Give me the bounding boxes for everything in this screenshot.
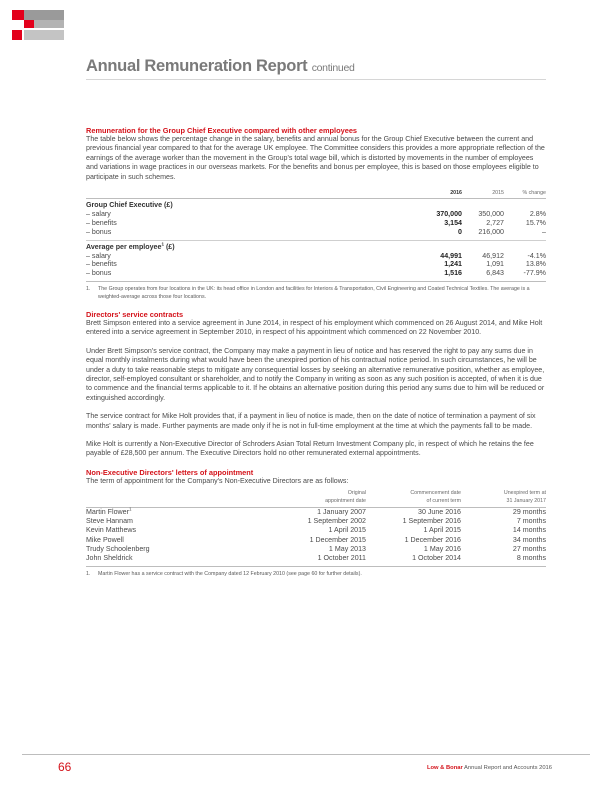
ned-section-heading: Non-Executive Directors' letters of appointment [86, 467, 254, 477]
value-2016: 1,516 [444, 269, 462, 278]
table-row [86, 210, 546, 219]
table-group-row [86, 199, 546, 210]
ned-table-footnote [86, 571, 546, 578]
table-header-row [86, 490, 546, 507]
director-name: Mike Powell [86, 535, 124, 544]
unexpired-term: 34 months [512, 535, 546, 544]
table-row [86, 526, 546, 535]
row-label: – benefits [86, 260, 117, 269]
page-title [86, 57, 355, 76]
value-change: – [542, 227, 546, 236]
footer-publication [427, 765, 552, 771]
contracts-paragraph-2: Under Brett Simpson's service contract, the Company may make a payment in lieu of notice and has reserved the right to pay any sums due in equal monthly instalments during what would have been the unexpired portion of his contractual notice period. In such circumstances, he will be under a duty to take reasonable steps to mitigate any consequential losses by seeking an alternative remunerative position, whether as employee, director, self-employed consultant or shareholder, and to notify the Company in writing as soon as any such position is accepted, of when it is due to commence and the financial terms applicable to it. If he obtains an alternative position during this period any sums due to him will be reduced or extinguished accordingly. [86, 346, 545, 402]
table-row [86, 269, 546, 278]
col-2016-header: 2016 [450, 190, 462, 197]
ned-appointments-table [86, 490, 546, 567]
commencement-date: 1 September 2016 [402, 517, 461, 526]
value-2015: 350,000 [478, 209, 504, 218]
unexpired-term: 14 months [512, 526, 546, 535]
ned-intro: The term of appointment for the Company's Non-Executive Directors are as follows: [86, 476, 349, 485]
value-2015: 216,000 [478, 227, 504, 236]
footer-report-title: Annual Report and Accounts 2016 [462, 765, 552, 771]
original-date: 1 September 2002 [307, 517, 366, 526]
row-label: – salary [86, 251, 111, 260]
row-label: – bonus [86, 227, 112, 236]
commencement-date: 1 April 2015 [423, 526, 461, 535]
commencement-date: 1 May 2016 [423, 544, 461, 553]
director-name: Trudy Schoolenberg [86, 544, 150, 553]
value-2016: 0 [458, 227, 462, 236]
col-change-header: % change [522, 190, 546, 197]
commencement-date: 1 December 2016 [404, 535, 461, 544]
table-row [86, 228, 546, 237]
table-row [86, 219, 546, 228]
value-2015: 46,912 [482, 251, 504, 260]
original-date: 1 April 2015 [328, 526, 366, 535]
ceo-table-footnote [86, 286, 546, 301]
director-name: Martin Flower$^1$ [86, 507, 216, 517]
director-name: Kevin Matthews [86, 526, 137, 535]
table-end-rule [86, 563, 546, 567]
table-end-rule [86, 278, 546, 282]
unexpired-term: 7 months [516, 517, 546, 526]
footnote-number: 1. [86, 571, 91, 578]
original-date: 1 December 2015 [309, 535, 366, 544]
original-date: 1 October 2011 [317, 553, 366, 562]
ceo-comparison-table [86, 189, 546, 282]
unexpired-term: 8 months [516, 553, 546, 562]
value-2015: 2,727 [486, 218, 504, 227]
main-content [86, 126, 546, 578]
contracts-paragraph-4: Mike Holt is currently a Non-Executive Director of Schroders Asian Total Return Investment Company plc, in respect of which he retains the fee payable of £28,500 per annum. The Executive Directors hold no other remunerated external appointments. [86, 439, 534, 458]
ceo-section-body: The table below shows the percentage change in the salary, benefits and annual bonus for the Group Chief Executive between the current and previous financial year compared to that for the average UK employee. The Committee considers this provides a more appropriate reflection of the earnings of the average worker than the movement in the Group's total wage bill, which is distorted by movements in the number of employees and variations in wage practices in our overseas markets. For the benefits and bonus per employee, this is based on those employees eligible to participate in such schemes. [86, 135, 545, 181]
page-title-continued: continued [311, 62, 355, 74]
value-change: -77.9% [523, 269, 546, 278]
table-row [86, 545, 546, 554]
company-logo [12, 10, 64, 52]
col-commencement-header: Commencement date of current term [410, 490, 461, 504]
group-label-ceo: Group Chief Executive (£) [86, 199, 546, 210]
value-2016: 370,000 [436, 209, 462, 218]
table-row [86, 554, 546, 563]
footnote-text: The Group operates from four locations in the UK: its head office in London and facilities for Interiors & Transportation, Civil Engineering and Coated Technical Textiles. The average is a weighted-average across those four locations. [98, 286, 530, 300]
footnote-number: 1. [86, 286, 91, 293]
value-2016: 1,241 [444, 260, 462, 269]
contracts-paragraph-1: Brett Simpson entered into a service agreement in June 2014, in respect of his employment which commenced on 26 August 2014, and Mike Holt entered into a service agreement in September 2010, in respect of his appointment which commenced on 22 November 2010. [86, 318, 543, 337]
table-row [86, 260, 546, 269]
table-row [86, 536, 546, 545]
director-name: John Sheldrick [86, 553, 133, 562]
original-date: 1 May 2013 [328, 544, 366, 553]
page-title-main: Annual Remuneration Report [86, 57, 308, 75]
value-2016: 3,154 [444, 218, 462, 227]
value-change: 15.7% [525, 218, 546, 227]
unexpired-term: 29 months [461, 507, 546, 517]
value-change: -4.1% [527, 251, 546, 260]
commencement-date: 1 October 2014 [412, 553, 461, 562]
director-name: Steve Hannam [86, 517, 133, 526]
table-group-row [86, 240, 546, 251]
value-2016: 44,991 [440, 251, 462, 260]
contracts-paragraph-3: The service contract for Mike Holt provides that, if a payment in lieu of notice is made, then on the date of notice of termination a payment of six months' salary is made. Further payments are made only if he is not in full-time employment at the time at which the payments fall to be made. [86, 412, 536, 430]
row-label: – benefits [86, 218, 117, 227]
col-original-header: Original appointment date [325, 490, 366, 504]
value-change: 13.8% [525, 260, 546, 269]
table-row [86, 507, 546, 517]
table-row [86, 517, 546, 526]
value-2015: 1,091 [486, 260, 504, 269]
value-change: 2.8% [529, 209, 546, 218]
footnote-text: Martin Flower has a service contract with the Company dated 12 February 2010 (see page 60 for further details). [98, 571, 362, 578]
col-2015-header: 2015 [492, 190, 504, 197]
original-date: 1 January 2007 [216, 507, 366, 517]
contracts-section-heading: Directors' service contracts [86, 309, 184, 319]
table-header-row [86, 189, 546, 199]
ceo-section-heading: Remuneration for the Group Chief Executive compared with other employees [86, 126, 358, 135]
value-2015: 6,843 [486, 269, 504, 278]
footer-brand: Low & Bonar [426, 765, 463, 771]
col-unexpired-header: Unexpired term at 31 January 2017 [503, 490, 546, 504]
title-divider [86, 79, 546, 80]
row-label: – salary [86, 209, 111, 218]
commencement-date: 30 June 2016 [366, 507, 461, 517]
table-row [86, 252, 546, 261]
page-number: 66 [58, 760, 72, 774]
footer-divider [22, 754, 590, 755]
row-label: – bonus [86, 269, 112, 278]
unexpired-term: 27 months [512, 544, 546, 553]
group-label-employee: Average per employee$^1$ (£) [86, 241, 175, 251]
